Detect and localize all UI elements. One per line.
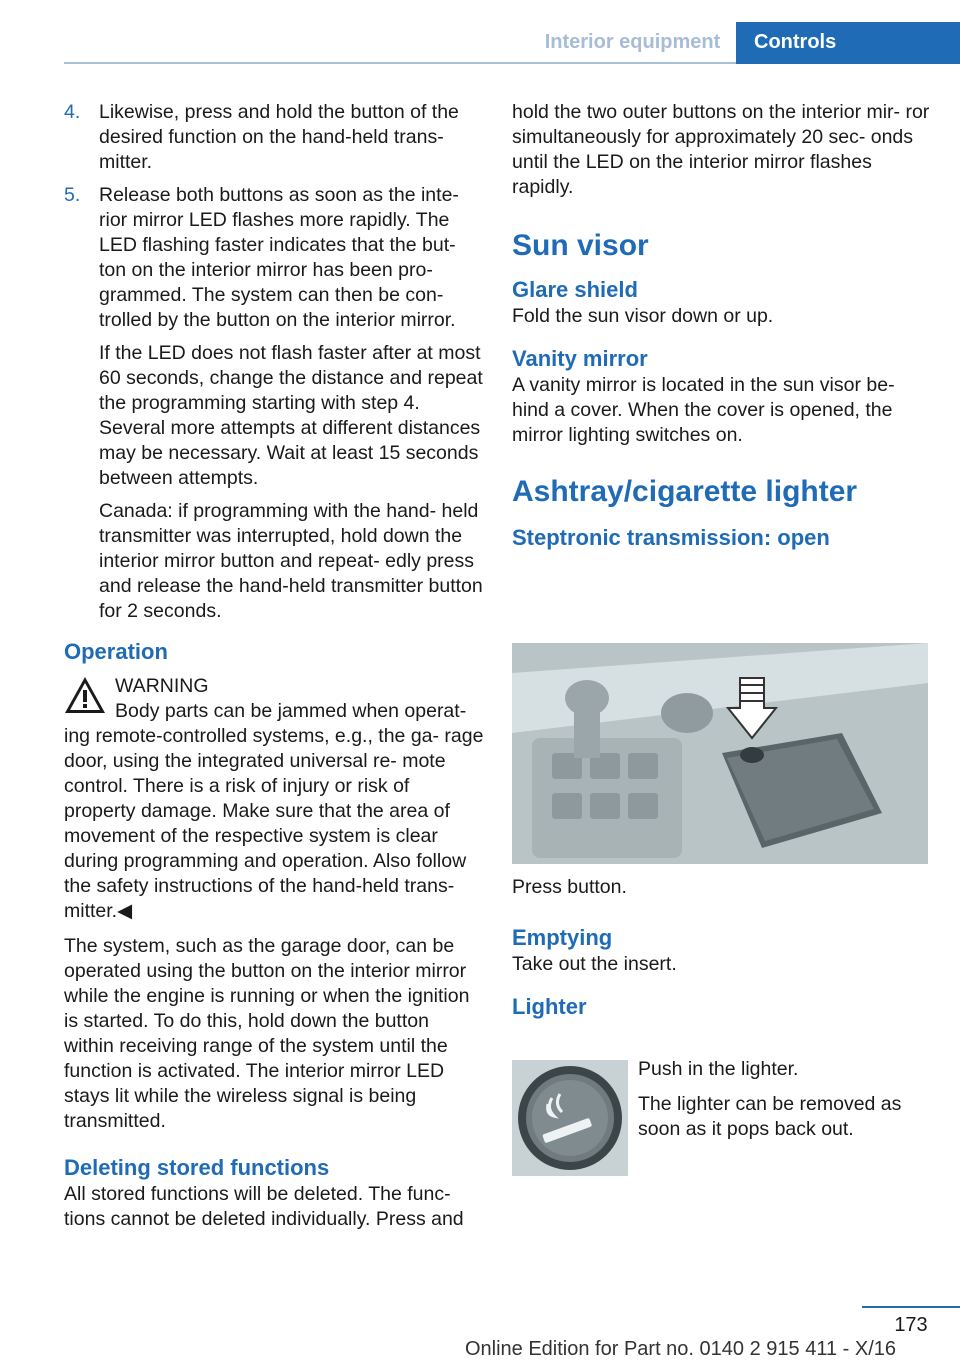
emptying-heading: Emptying bbox=[512, 925, 613, 950]
steptronic-heading: Steptronic transmission: open bbox=[512, 525, 830, 550]
operation-body: The system, such as the garage door, can be operated using the button on the interior mirror while the engine is running or when the ignition is started. To do this, hold down the button within receiving range of the system until the function is activated. The interior mirror LED stays lit while the wireless signal is being transmitted. bbox=[64, 935, 470, 1132]
sun-visor-heading: Sun visor bbox=[512, 229, 649, 262]
lighter-text-2: The lighter can be removed as soon as it pops back out. bbox=[638, 1093, 902, 1140]
emptying-text: Take out the insert. bbox=[512, 953, 677, 975]
vanity-mirror-heading: Vanity mirror bbox=[512, 346, 648, 371]
step-5 bbox=[64, 183, 484, 624]
deleting-continued: hold the two outer buttons on the interior mir- ror simultaneously for approximately 20 sec- onds until the LED on the interior mirror flashes rapidly. bbox=[512, 101, 930, 198]
step-text: Likewise, press and hold the button of the desired function on the hand-held trans- mitter. bbox=[99, 101, 459, 173]
lighter-heading: Lighter bbox=[512, 994, 587, 1019]
deleting-text: All stored functions will be deleted. The func- tions cannot be deleted individually. Press and bbox=[64, 1183, 464, 1230]
ashtray-photo bbox=[512, 643, 928, 864]
step-4 bbox=[64, 100, 484, 175]
left-column bbox=[64, 100, 484, 1242]
lighter-instructions bbox=[638, 1057, 928, 1152]
vanity-mirror-text: A vanity mirror is located in the sun visor be- hind a cover. When the cover is opened, the mirror lighting switches on. bbox=[512, 374, 895, 446]
deleting-heading: Deleting stored functions bbox=[64, 1155, 330, 1180]
warning-block bbox=[64, 674, 484, 699]
step-number: 4. bbox=[64, 101, 81, 123]
step-note: If the LED does not flash faster after at most 60 seconds, change the distance and repeat the programming starting with step 4. Several more attempts at different distances may be necessary. Wait at least 15 seconds between attempts. bbox=[99, 342, 483, 489]
chapter-tab[interactable]: Controls bbox=[736, 22, 960, 64]
glare-shield-heading: Glare shield bbox=[512, 277, 638, 302]
right-column bbox=[512, 100, 932, 552]
ashtray-details bbox=[512, 875, 932, 1021]
step-note: Canada: if programming with the hand- held transmitter was interrupted, hold down the interior mirror button and repeat- edly press and release the hand-held transmitter button for 2 seconds. bbox=[99, 500, 483, 622]
warning-text: Body parts can be jammed when operat- ing remote-controlled systems, e.g., the ga- rage door, using the integrated universal re- mote control. There is a risk of injury or risk of property damage. Make sure that the area of movement of the respective system is clear during programming and operation. Also follow the safety instructions of the hand-held trans- mitter.◀ bbox=[64, 700, 484, 922]
section-tab[interactable]: Interior equipment bbox=[544, 31, 721, 53]
cigarette-lighter-icon bbox=[512, 1060, 628, 1176]
photo-caption: Press button. bbox=[512, 876, 627, 898]
warning-label: WARNING bbox=[115, 675, 209, 697]
glare-shield-text: Fold the sun visor down or up. bbox=[512, 305, 774, 327]
page-number: 173 bbox=[862, 1306, 960, 1334]
step-text: Release both buttons as soon as the inte- rior mirror LED flashes more rapidly. The LED flashing faster indicates that the but- ton on the interior mirror has been pro- grammed. The system can then be con- trolled by the button on the interior mirror. bbox=[99, 184, 459, 331]
ashtray-heading: Ashtray/cigarette lighter bbox=[512, 475, 858, 508]
warning-icon bbox=[64, 676, 106, 714]
footer-edition: Online Edition for Part no. 0140 2 915 411 - X/16 bbox=[464, 1338, 896, 1360]
operation-heading: Operation bbox=[64, 639, 168, 664]
step-number: 5. bbox=[64, 184, 81, 206]
lighter-text-1: Push in the lighter. bbox=[638, 1058, 799, 1080]
